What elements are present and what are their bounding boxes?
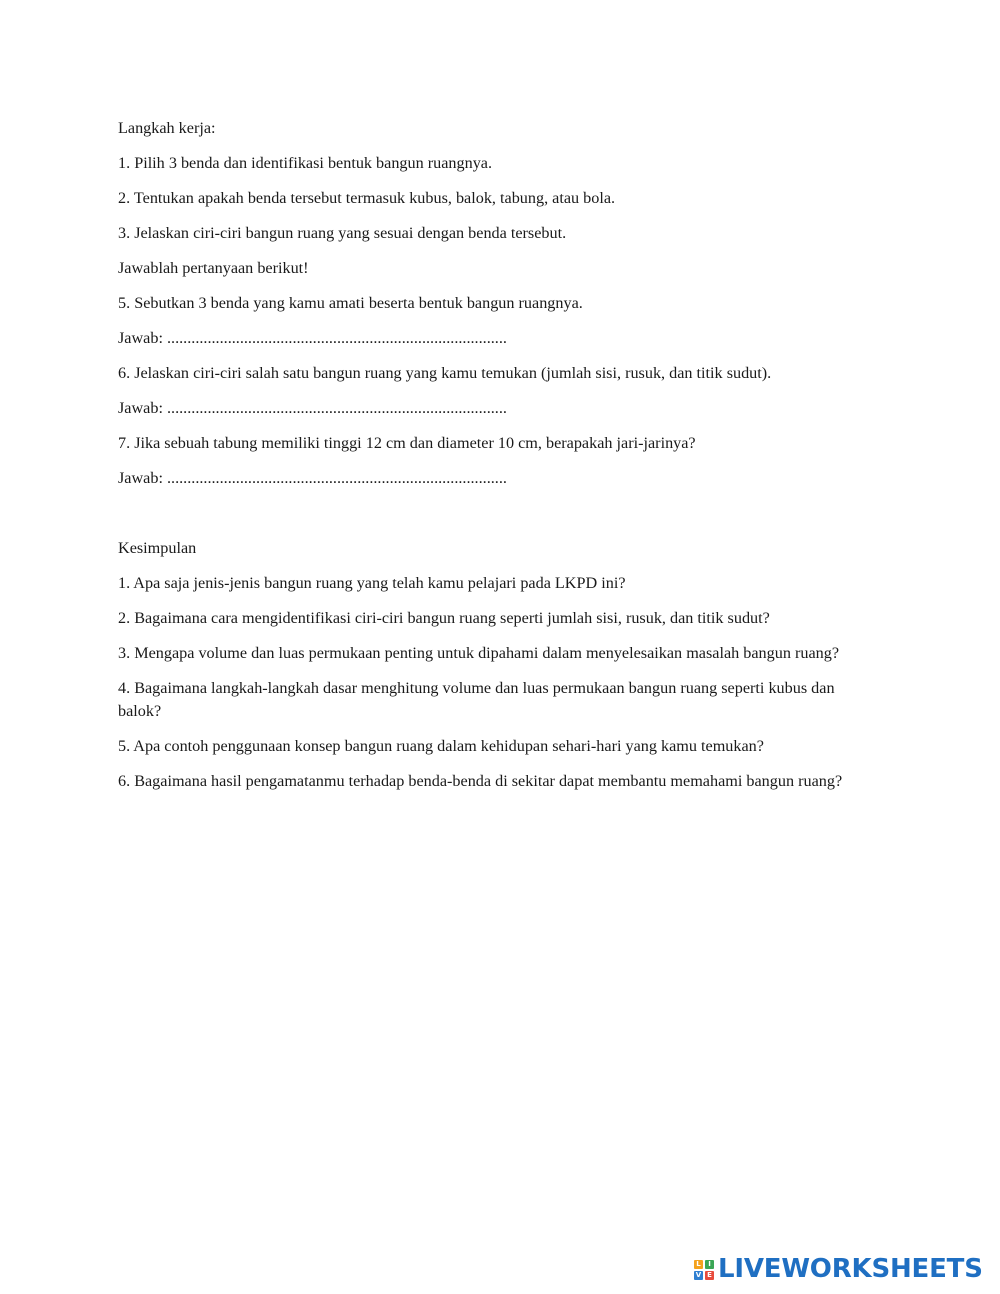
answer-5-field[interactable]: Jawab: ....................................................................................: [118, 329, 507, 347]
langkah-step-2: 2. Tentukan apakah benda tersebut termasuk kubus, balok, tabung, atau bola.: [118, 189, 616, 207]
pertanyaan-intro: Jawablah pertanyaan berikut!: [118, 259, 309, 277]
kesimpulan-item-3: 3. Mengapa volume dan luas permukaan penting untuk dipahami dalam menyelesaikan masalah bangun ruang?: [118, 644, 840, 662]
kesimpulan-item-6: 6. Bagaimana hasil pengamatanmu terhadap benda-benda di sekitar dapat membantu memahami bangun ruang?: [118, 772, 843, 790]
answer-7-field[interactable]: Jawab: ....................................................................................: [118, 469, 507, 487]
liveworksheets-wordmark: LIVEWORKSHEETS: [718, 1254, 983, 1284]
answer-6-field[interactable]: Jawab: ....................................................................................: [118, 399, 507, 417]
section-gap: [118, 502, 878, 537]
question-7: 7. Jika sebuah tabung memiliki tinggi 12 cm dan diameter 10 cm, berapakah jari-jarinya?: [118, 434, 696, 452]
kesimpulan-item-4: 4. Bagaimana langkah-langkah dasar menghitung volume dan luas permukaan bangun ruang seperti kubus dan balok?: [118, 679, 835, 720]
langkah-step-1: 1. Pilih 3 benda dan identifikasi bentuk bangun ruangnya.: [118, 154, 493, 172]
liveworksheets-logo: [694, 1254, 983, 1284]
langkah-step-3: 3. Jelaskan ciri-ciri bangun ruang yang sesuai dengan benda tersebut.: [118, 224, 567, 242]
langkah-kerja-title: Langkah kerja:: [118, 119, 216, 137]
kesimpulan-item-5: 5. Apa contoh penggunaan konsep bangun ruang dalam kehidupan sehari-hari yang kamu temukan?: [118, 737, 764, 755]
logo-mark-letter: L: [694, 1260, 703, 1269]
question-6: 6. Jelaskan ciri-ciri salah satu bangun ruang yang kamu temukan (jumlah sisi, rusuk, dan titik sudut).: [118, 364, 772, 382]
logo-mark-letter: V: [695, 1271, 702, 1279]
kesimpulan-title: Kesimpulan: [118, 539, 197, 557]
question-5: 5. Sebutkan 3 benda yang kamu amati beserta bentuk bangun ruangnya.: [118, 294, 583, 312]
logo-mark-letter: E: [705, 1271, 714, 1280]
liveworksheets-mark-icon: [694, 1260, 714, 1280]
logo-mark-letter: I: [705, 1260, 714, 1269]
worksheet-page: [118, 117, 878, 805]
kesimpulan-item-2: 2. Bagaimana cara mengidentifikasi ciri-ciri bangun ruang seperti jumlah sisi, rusuk, dan titik sudut?: [118, 609, 770, 627]
kesimpulan-item-1: 1. Apa saja jenis-jenis bangun ruang yang telah kamu pelajari pada LKPD ini?: [118, 574, 626, 592]
